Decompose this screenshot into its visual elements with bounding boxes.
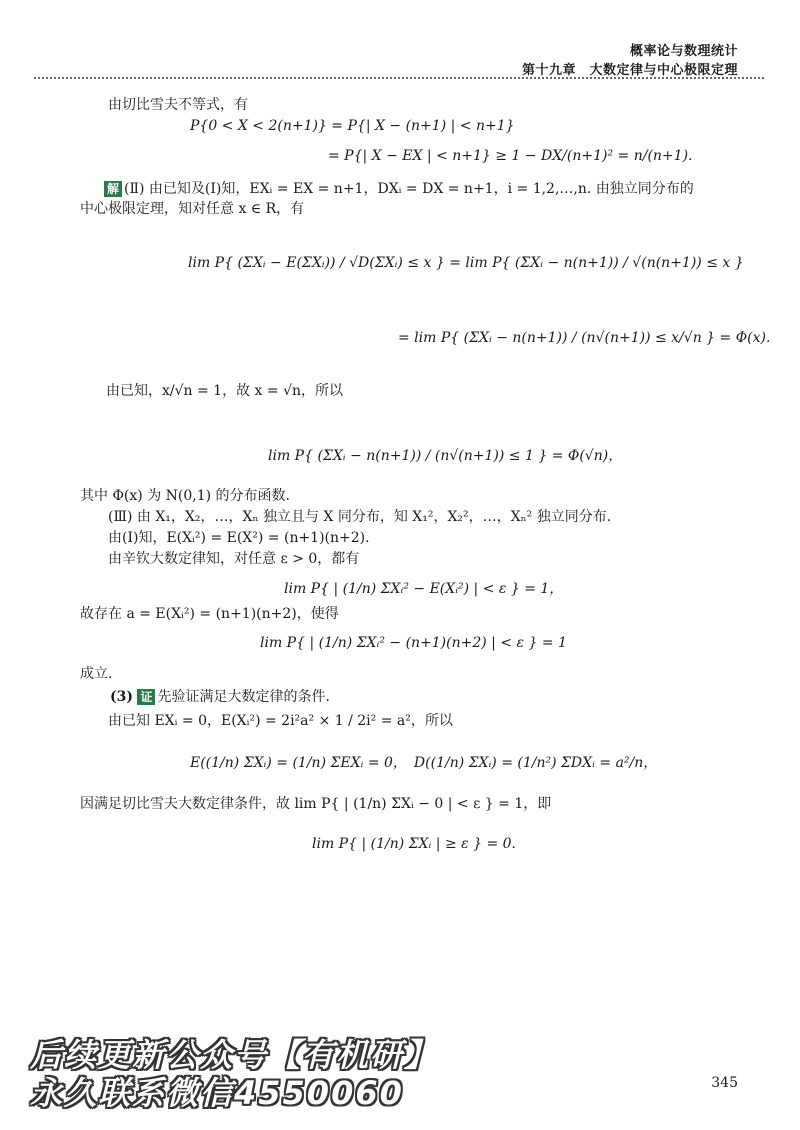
- text-line-11: [110, 688, 330, 706]
- watermark-line-1: 后续更新公众号【有机研】: [30, 1036, 439, 1074]
- formula-8: E((1/n) ΣXᵢ) = (1/n) ΣEXᵢ = 0， D((1/n) ΣXᵢ) = (1/n²) ΣDXᵢ = a²/n，: [190, 755, 658, 771]
- formula-2: = P{| X − EX | < n+1} ≥ 1 − DX/(n+1)² = n/(n+1).: [328, 148, 693, 164]
- watermark-line-2: 永久联系微信4550060: [30, 1074, 404, 1112]
- book-title: 概率论与数理统计: [629, 43, 738, 58]
- text-line-3: 中心极限定理，知对任意 x ∈ R，有: [80, 201, 305, 217]
- formula-9: lim P{ | (1/n) ΣXᵢ | ≥ ε } = 0.: [312, 836, 516, 852]
- formula-5: lim P{ (ΣXᵢ − n(n+1)) / (n√(n+1)) ≤ 1 } = Φ(√n)，: [268, 448, 623, 464]
- text-line-13: 因满足切比雪夫大数定律条件，故 lim P{ | (1/n) ΣXᵢ − 0 | < ε } = 1，即: [80, 796, 552, 812]
- text-line-9: 故存在 a = E(Xᵢ²) = (n+1)(n+2)，使得: [80, 606, 339, 622]
- text-line-11-content: 先验证满足大数定律的条件.: [157, 689, 330, 705]
- text-line-1: 由切比雪夫不等式，有: [108, 97, 248, 113]
- solve-tag: 解: [104, 181, 122, 197]
- text-line-4: 由已知，x/√n = 1，故 x = √n，所以: [106, 383, 344, 399]
- chapter-title: 第十九章 大数定律与中心极限定理: [521, 62, 738, 77]
- formula-1: P{0 < X < 2(n+1)} = P{| X − (n+1) | < n+1}: [190, 118, 515, 134]
- text-line-10: 成立.: [80, 666, 113, 682]
- page-number: 345: [711, 1075, 738, 1091]
- formula-3: lim P{ (ΣXᵢ − E(ΣXᵢ)) / √D(ΣXᵢ) ≤ x } = lim P{ (ΣXᵢ − n(n+1)) / √(n(n+1)) ≤ x }: [188, 255, 744, 271]
- header-rule: [34, 77, 764, 79]
- formula-7: lim P{ | (1/n) ΣXᵢ² − (n+1)(n+2) | < ε } = 1: [260, 635, 567, 651]
- formula-4: = lim P{ (ΣXᵢ − n(n+1)) / (n√(n+1)) ≤ x/√n } = Φ(x).: [398, 330, 771, 346]
- text-line-6: (Ⅲ) 由 X₁，X₂，…，Xₙ 独立且与 X 同分布，知 X₁²，X₂²，…，Xₙ² 独立同分布.: [108, 509, 612, 525]
- text-line-8: 由辛钦大数定律知，对任意 ε > 0，都有: [108, 551, 360, 567]
- text-line-2-content: (Ⅱ) 由已知及(Ⅰ)知，EXᵢ = EX = n+1，DXᵢ = DX = n+1，i = 1,2,…,n. 由独立同分布的: [124, 181, 694, 197]
- text-line-5: 其中 Φ(x) 为 N(0,1) 的分布函数.: [80, 488, 290, 504]
- text-line-12: 由已知 EXᵢ = 0，E(Xᵢ²) = 2i²a² × 1 / 2i² = a²，所以: [108, 713, 453, 729]
- text-line-7: 由(Ⅰ)知，E(Xᵢ²) = E(X²) = (n+1)(n+2).: [108, 530, 370, 546]
- formula-6: lim P{ | (1/n) ΣXᵢ² − E(Xᵢ²) | < ε } = 1，: [284, 581, 564, 597]
- part-3-label: (3): [110, 689, 133, 705]
- text-line-2: [104, 180, 694, 198]
- prove-tag: 证: [137, 689, 155, 705]
